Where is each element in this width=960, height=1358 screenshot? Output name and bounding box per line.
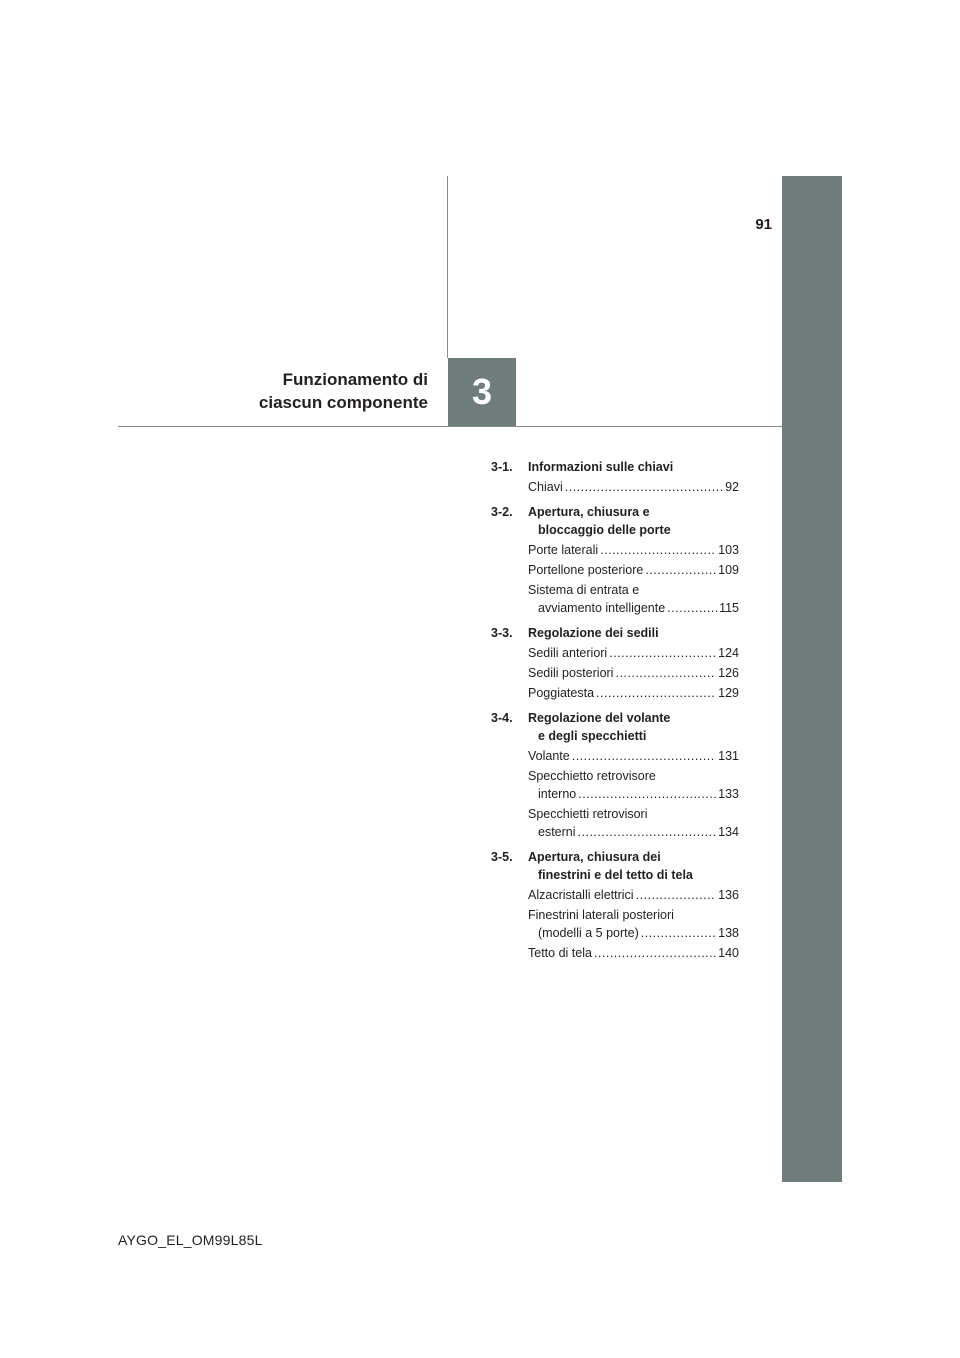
toc-leader-dots bbox=[667, 599, 717, 617]
toc-section-title bbox=[528, 848, 739, 884]
toc-entry[interactable] bbox=[528, 581, 739, 617]
toc-entry[interactable] bbox=[528, 684, 739, 702]
toc-leader-dots bbox=[565, 478, 723, 496]
toc-entry[interactable] bbox=[528, 541, 739, 559]
toc-entry-text-line1: Finestrini laterali posteriori bbox=[528, 908, 674, 922]
toc-section-title-line2: e degli specchietti bbox=[538, 729, 647, 743]
toc-leader-dots bbox=[572, 747, 716, 765]
toc-entry-text: Sedili anteriori bbox=[528, 646, 608, 660]
toc-entry-page: 92 bbox=[725, 480, 739, 494]
toc-entry-text: Alzacristalli elettrici bbox=[528, 888, 634, 902]
toc-entry-text-line2: interno bbox=[538, 787, 577, 801]
toc-section-title-line1: Regolazione dei sedili bbox=[528, 626, 659, 640]
toc-leader-dots bbox=[636, 886, 717, 904]
toc-entry[interactable] bbox=[528, 944, 739, 962]
toc-entry-page: 131 bbox=[718, 749, 739, 763]
toc-entry[interactable] bbox=[528, 767, 739, 803]
toc-section-title bbox=[528, 458, 739, 476]
toc-section-heading[interactable] bbox=[491, 709, 739, 745]
toc-entry-page: 140 bbox=[718, 946, 739, 960]
toc-entry-page: 115 bbox=[719, 601, 739, 615]
chapter-number-badge: 3 bbox=[448, 358, 516, 426]
toc-entry-page: 138 bbox=[718, 926, 739, 940]
toc-section-title-line1: Informazioni sulle chiavi bbox=[528, 460, 674, 474]
toc-leader-dots bbox=[596, 684, 716, 702]
toc-leader-dots bbox=[600, 541, 716, 559]
chapter-title-line1: Funzionamento di bbox=[282, 370, 428, 389]
toc-section-title-line1: Apertura, chiusura e bbox=[528, 505, 650, 519]
toc-section-title-line2: finestrini e del tetto di tela bbox=[538, 868, 693, 882]
toc-entry-text: Porte laterali bbox=[528, 543, 599, 557]
document-code: AYGO_EL_OM99L85L bbox=[118, 1232, 263, 1248]
toc-section-number: 3-5. bbox=[491, 850, 513, 864]
toc-entry-page: 109 bbox=[718, 563, 739, 577]
toc-entry-page: 124 bbox=[718, 646, 739, 660]
toc-entry-text-line2: esterni bbox=[538, 825, 576, 839]
toc-leader-dots bbox=[641, 924, 716, 942]
toc-entry-text: Sedili posteriori bbox=[528, 666, 614, 680]
toc-section-heading[interactable] bbox=[491, 624, 739, 642]
toc-entry-text: Poggiatesta bbox=[528, 686, 595, 700]
toc-entry[interactable] bbox=[528, 478, 739, 496]
toc-leader-dots bbox=[609, 644, 716, 662]
toc-entry-text-line1: Sistema di entrata e bbox=[528, 583, 640, 597]
header-vertical-rule bbox=[447, 176, 448, 358]
toc-entry-text-line1: Specchietto retrovisore bbox=[528, 769, 656, 783]
toc-entry-text: Tetto di tela bbox=[528, 946, 592, 960]
toc-leader-dots bbox=[578, 823, 717, 841]
toc-section-title-line2: bloccaggio delle porte bbox=[538, 523, 671, 537]
header-horizontal-rule bbox=[118, 426, 782, 427]
toc-section-title bbox=[528, 709, 739, 745]
toc-entry-page: 103 bbox=[718, 543, 739, 557]
toc-entry-page: 126 bbox=[718, 666, 739, 680]
toc-section-title-line1: Apertura, chiusura dei bbox=[528, 850, 661, 864]
page-number: 91 bbox=[755, 216, 772, 233]
toc-leader-dots bbox=[578, 785, 716, 803]
toc-entry-text: Portellone posteriore bbox=[528, 563, 644, 577]
toc-entry[interactable] bbox=[528, 805, 739, 841]
toc-entry-page: 134 bbox=[718, 825, 739, 839]
toc-leader-dots bbox=[615, 664, 716, 682]
toc-section-title bbox=[528, 624, 739, 642]
toc-entry[interactable] bbox=[528, 644, 739, 662]
toc-section-title-line1: Regolazione del volante bbox=[528, 711, 671, 725]
toc-entry-page: 133 bbox=[718, 787, 739, 801]
toc-section-number: 3-4. bbox=[491, 711, 513, 725]
toc-entry-text-line2: avviamento intelligente bbox=[538, 601, 666, 615]
toc-section-title bbox=[528, 503, 739, 539]
chapter-title bbox=[259, 368, 428, 414]
toc-section-number: 3-2. bbox=[491, 505, 513, 519]
toc-leader-dots bbox=[645, 561, 716, 579]
toc-section-heading[interactable] bbox=[491, 503, 739, 539]
chapter-side-tab bbox=[782, 176, 842, 1182]
toc-section-heading[interactable] bbox=[491, 458, 739, 476]
toc-leader-dots bbox=[594, 944, 716, 962]
toc-entry[interactable] bbox=[528, 561, 739, 579]
toc-section-number: 3-1. bbox=[491, 460, 513, 474]
toc-entry-text-line2: (modelli a 5 porte) bbox=[538, 926, 639, 940]
toc-entry-page: 129 bbox=[718, 686, 739, 700]
toc-entry[interactable] bbox=[528, 886, 739, 904]
toc-entry[interactable] bbox=[528, 747, 739, 765]
toc-section-number: 3-3. bbox=[491, 626, 513, 640]
toc-entry-text: Volante bbox=[528, 749, 570, 763]
toc-section-heading[interactable] bbox=[491, 848, 739, 884]
toc-entry[interactable] bbox=[528, 664, 739, 682]
toc-entry-page: 136 bbox=[718, 888, 739, 902]
table-of-contents bbox=[491, 458, 739, 962]
toc-entry-text: Chiavi bbox=[528, 480, 563, 494]
toc-entry-text-line1: Specchietti retrovisori bbox=[528, 807, 648, 821]
chapter-title-line2: ciascun componente bbox=[258, 393, 428, 412]
toc-entry[interactable] bbox=[528, 906, 739, 942]
